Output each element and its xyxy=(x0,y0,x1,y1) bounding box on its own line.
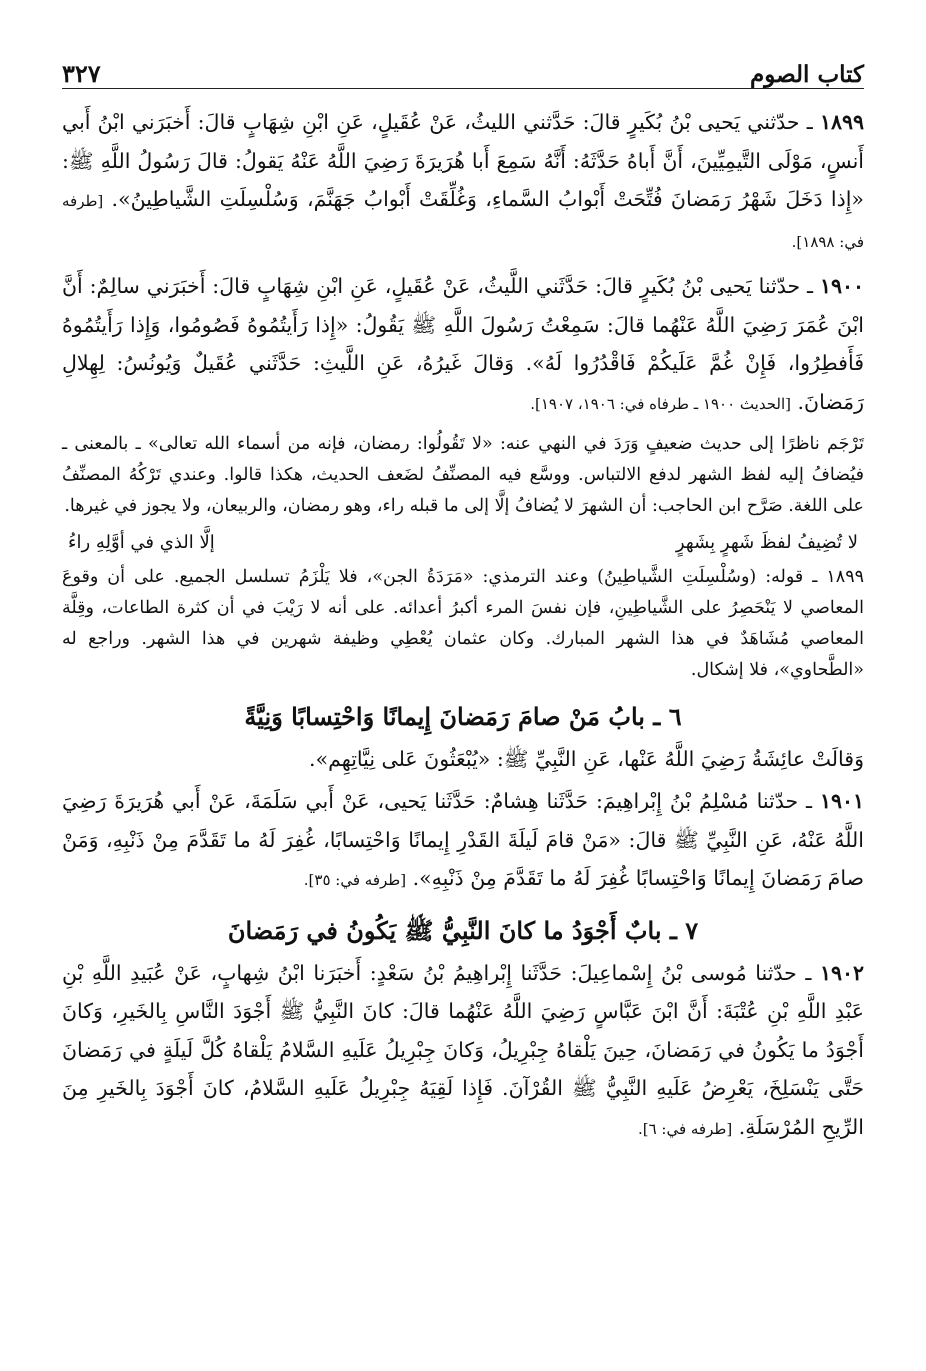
cross-reference: [الحديث ١٩٠٠ ـ طرفاه في: ١٩٠٦، ١٩٠٧]. xyxy=(530,394,791,413)
hadith-text: ـ حدّثنا مُوسى بْنُ إِسْماعِيلَ: حَدَّثَنا إِبْراهِيمُ بْنُ سَعْدٍ: أَخبَرَنا ابْنُ شِهابٍ، عَنْ عُبَيدِ اللَّهِ بْنِ عَبْدِ اللَّهِ بْنِ عُتْبَةَ: أَنَّ ابْنَ عَبَّاسٍ رَضِيَ اللَّهُ عَنْهُما قالَ: كانَ النَّبِيُّ ﷺ أَجْوَدَ النَّاسِ بِالخَيرِ، وَكانَ أَجْوَدُ ما يَكُونُ في رَمَضانَ، حِينَ يَلْقاهُ جِبْرِيلُ، وَكانَ جِبْرِيلُ عَلَيهِ السَّلامُ يَلْقاهُ كُلَّ لَيلَةٍ في رَمَضانَ حَتَّى يَنْسَلِخَ، يَعْرِضُ عَلَيهِ النَّبِيُّ ﷺ القُرْآنَ. فَإِذا لَقِيَهُ جِبْرِيلُ عَلَيهِ السَّلامُ، كانَ أَجْوَدَ بِالخَيرِ مِنَ الرِّيحِ المُرْسَلَةِ. xyxy=(62,960,864,1139)
commentary-paragraph: ١٨٩٩ ـ قوله: (وسُلْسِلَتِ الشَّياطِينُ) وعند الترمذي: «مَرَدَةُ الجن»، فلا يَلْزَمُ تسلسل الجميع. على أن وقوعَ المعاصي لا يَنْحَصِرُ على الشَّياطِينِ، فإن نفسَ المرء أكبرُ أعدائه. على أنه لا رَيْبَ في أن كثرة الطاعات، وقِلَّة المعاصي مُشَاهَدٌ في هذا الشهر المبارك. وكان عثمان يُعْطِي وظيفة شهرين في هذا الشهر. وراجع له «الطَّحاوي»، فلا إشكال. xyxy=(62,567,864,680)
commentary-paragraph: تَرْجَم ناظرًا إلى حديث ضعيفٍ وَرَدَ في النهي عنه: «لا تَقُولُوا: رمضان، فإنه من أسماء الله تعالى» ـ بالمعنى ـ فيُضافُ إليه لفظ الشهر لدفع الالتباس. ووسَّع فيه المصنِّفُ لضَعف الحديث، هكذا قالوا. وعندي تَرْكُهُ المصنِّفُ على اللغة. صَرَّح ابن الحاجب: أن الشهرَ لا يُضافُ إلَّا إلى ما قبله راء، وهو رمضان، والربيعان، ولا يجوز في غيرها. xyxy=(62,434,864,516)
hadith-1899 xyxy=(62,103,864,261)
hadith-number: ١٩٠١ xyxy=(819,789,864,813)
chapter-heading: ٧ ـ بابٌ أَجْوَدُ ما كانَ النَّبِيُّ ﷺ يَكُونُ في رَمَضانَ xyxy=(227,915,699,945)
verse-first-hemistich: لا تُضِيفُ لفظَ شَهرٍ بِشَهرٍ xyxy=(675,532,858,553)
chapter-intro: وَقالَتْ عائِشَةُ رَضِيَ اللَّهُ عَنْها، عَنِ النَّبِيِّ ﷺ: «يُبْعَثُونَ عَلى نِيَّاتِهِم». xyxy=(309,747,864,771)
verse-second-hemistich: إلَّا الذي في أوَّلِهِ راءُ xyxy=(68,532,215,553)
hadith-number: ١٩٠٢ xyxy=(819,960,864,985)
cross-reference: [طرفه في: ١٨٩٨]. xyxy=(62,192,864,251)
hadith-text: ـ حدّثنا يَحيى بْنُ بُكَيرٍ قالَ: حَدَّثَني اللَّيثُ، عَنْ عُقَيلٍ، عَنِ ابْنِ شِهَابٍ قالَ: أَخبَرَني سالِمٌ: أَنَّ ابْنَ عُمَرَ رَضِيَ اللَّهُ عَنْهُما قالَ: سَمِعْتُ رَسُولَ اللَّهِ ﷺ يَقُولُ: «إِذا رَأَيتُمُوهُ فَصُومُوا، وَإِذا رَأَيتُمُوهُ فَأَفطِرُوا، فَإِنْ غُمَّ عَلَيكُمْ فَاقْدُرُوا لَهُ». وَقالَ غَيرُهُ، عَنِ اللَّيثِ: حَدَّثَني عُقَيلٌ وَيُونُسُ: لِهِلالِ رَمَضانَ. xyxy=(62,274,864,414)
hadith-1900 xyxy=(62,267,864,423)
book-title: كتاب الصوم xyxy=(749,61,864,88)
page-number: ٣٢٧ xyxy=(62,59,101,88)
page-header xyxy=(62,48,864,89)
hadith-text: ـ حدّثني يَحيى بْنُ بُكَيرٍ قالَ: حَدَّثني الليثُ، عَنْ عُقَيلٍ، عَنِ ابْنِ شِهَابٍ قالَ: أَخبَرَني ابْنُ أَبي أَنسٍ، مَوْلَى التَّيمِيِّينَ، أَنَّ أَباهُ حَدَّثَهُ: أَنَّهُ سَمِعَ أَبا هُرَيرَةَ رَضِيَ اللَّهُ عَنْهُ يَقولُ: قالَ رَسُولُ اللَّهِ ﷺ: «إِذا دَخَلَ شَهْرُ رَمَضانَ فُتِّحَتْ أَبْوابُ السَّماءِ، وَغُلِّقَتْ أَبْوابُ جَهَنَّمَ، وَسُلْسِلَتِ الشَّياطِينُ». xyxy=(62,110,864,211)
hadith-1902 xyxy=(62,954,864,1149)
hadith-1901 xyxy=(62,782,864,900)
hadith-number: ١٨٩٩ xyxy=(819,110,864,134)
cross-reference: [طرفه في: ٦]. xyxy=(637,1119,733,1138)
hadith-text: ـ حدّثنا مُسْلِمُ بْنُ إِبْراهِيمَ: حَدَّثَنا هِشامٌ: حَدَّثَنا يَحيى، عَنْ أَبي سَلَمَةَ، عَنْ أَبي هُرَيرَةَ رَضِيَ اللَّهُ عَنْهُ، عَنِ النَّبِيِّ ﷺ قالَ: «مَنْ قامَ لَيلَةَ القَدْرِ إِيمانًا وَاحْتِسابًا، غُفِرَ لَهُ ما تَقَدَّمَ مِنْ ذَنْبِهِ، وَمَنْ صامَ رَمَضانَ إِيمانًا وَاحْتِسابًا غُفِرَ لَهُ ما تَقَدَّمَ مِنْ ذَنْبِهِ». xyxy=(62,789,864,890)
poetry-verse xyxy=(62,526,864,560)
chapter-heading: ٦ ـ بابُ مَنْ صامَ رَمَضانَ إِيمانًا وَاحْتِسابًا وَنِيَّةً xyxy=(244,702,682,731)
cross-reference: [طرفه في: ٣٥]. xyxy=(303,871,407,889)
hadith-number: ١٩٠٠ xyxy=(819,274,864,298)
